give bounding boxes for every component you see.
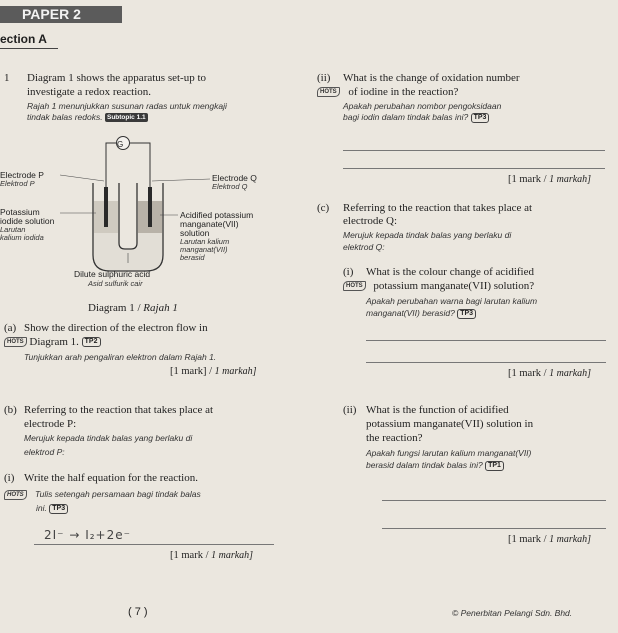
- q1c-ms-2: elektrod Q:: [343, 242, 385, 252]
- q1bii-ms-1: Apakah perubahan nombor pengoksidaan: [343, 101, 502, 111]
- q1bii-mark-ms: 1 markah]: [549, 174, 592, 185]
- q1bi-tp-badge: TP3: [49, 504, 68, 514]
- u-tube-inner: [119, 183, 137, 249]
- q1a-mark: [170, 366, 257, 377]
- acidified-label-3: solution: [180, 228, 210, 238]
- q1bii-tp-badge: TP3: [471, 113, 490, 123]
- q1a-line-2: [4, 336, 101, 349]
- q1bi-ms-line1: [4, 489, 201, 500]
- copyright: © Penerbitan Pelangi Sdn. Bhd.: [452, 608, 573, 618]
- q1ci-hots-badge: HOTS: [343, 281, 366, 291]
- q1bi-text: Write the half equation for the reaction.: [24, 472, 198, 484]
- q1a-ms: Tunjukkan arah pengaliran elektron dalam Rajah 1.: [24, 352, 217, 362]
- q1ci-ms-line2: [366, 308, 476, 319]
- q1bii-line-2: [317, 86, 458, 99]
- page-number-close: ): [143, 606, 148, 618]
- page-number: [128, 606, 148, 618]
- q1c-label: (c): [317, 202, 330, 214]
- q1-stem-ms-line1: Rajah 1 menunjukkan susunan radas untuk mengkaji: [27, 101, 227, 111]
- potassium-iodide-label-ms-2: kalium iodida: [0, 233, 44, 242]
- potassium-iodide-label-1: Potassium: [0, 207, 40, 217]
- q1a-text-2: Diagram 1.: [29, 336, 79, 348]
- q1bii-text-2: of iodine in the reaction?: [348, 86, 459, 98]
- page-number-value: 7: [134, 606, 141, 618]
- q1cii-answer-line-1[interactable]: [382, 500, 606, 501]
- q1bii-hots-badge: HOTS: [317, 87, 340, 97]
- q1ci-answer-line-1[interactable]: [366, 340, 606, 341]
- acidified-label-2: manganate(VII): [180, 219, 239, 229]
- q1ci-answer-line-2[interactable]: [366, 362, 606, 363]
- q1bi-mark-ms: 1 markah]: [211, 550, 254, 561]
- dilute-acid-label-ms: Asid sulfurik cair: [88, 279, 143, 288]
- q1cii-text-3: the reaction?: [366, 432, 423, 444]
- q1ci-text-1: What is the colour change of acidified: [366, 266, 534, 278]
- subtopic-badge: Subtopic 1.1: [106, 114, 146, 122]
- q1a-mark-en: [1 mark] /: [170, 366, 215, 377]
- q1cii-ms-2: berasid dalam tindak balas ini?: [366, 460, 483, 470]
- q1-stem-ms-line2: [27, 112, 148, 123]
- electrode-q-label-ms: Elektrod Q: [212, 182, 248, 191]
- q1bi-label: (i): [4, 472, 15, 484]
- q1c-text-1: Referring to the reaction that takes place at: [343, 202, 533, 214]
- q1b-text-1: Referring to the reaction that takes place at: [24, 404, 214, 416]
- q1a-text-1: Show the direction of the electron flow in: [24, 322, 208, 334]
- diagram-caption: [88, 302, 178, 315]
- apparatus-diagram: [0, 135, 300, 285]
- q1a-hots-badge: HOTS: [4, 337, 27, 347]
- q1a-tp-badge: TP2: [82, 337, 101, 347]
- electrode-p-label-ms: Elektrod P: [0, 179, 35, 188]
- q1c-text-2: electrode Q:: [343, 215, 398, 227]
- q1cii-mark-ms: 1 markah]: [549, 534, 592, 545]
- diagram-caption-en: Diagram 1 /: [88, 302, 144, 314]
- galvanometer-label: G: [117, 140, 124, 149]
- acidified-label-ms-1: Larutan kalium: [180, 237, 230, 246]
- diagram-caption-ms: Rajah 1: [143, 302, 178, 314]
- electrode-p-rod: [104, 187, 108, 227]
- q1bii-answer-line-2[interactable]: [343, 168, 605, 169]
- q1ci-label: (i): [343, 266, 354, 278]
- q1-number: 1: [4, 72, 10, 84]
- q1bi-hots-badge: HOTS: [4, 490, 27, 500]
- wire-right: [130, 143, 150, 187]
- q1b-ms-1: Merujuk kepada tindak balas yang berlaku di: [24, 433, 193, 443]
- paper-banner: PAPER 2: [0, 6, 122, 23]
- q1ci-ms-1: Apakah perubahan warna bagi larutan kalium: [366, 296, 538, 306]
- q1bii-mark: [508, 174, 591, 185]
- q1ci-mark-ms: 1 markah]: [549, 368, 592, 379]
- section-divider: [0, 48, 58, 49]
- section-title: ection A: [0, 32, 47, 46]
- q1b-ms-2: elektrod P:: [24, 447, 65, 457]
- electrode-q-rod: [148, 187, 152, 227]
- q1ci-line-2: [343, 280, 534, 293]
- q1cii-text-2: potassium manganate(VII) solution in: [366, 418, 534, 430]
- electrode-q-label: Electrode Q: [212, 173, 257, 183]
- acidified-label-ms-2: manganat(VII): [180, 245, 228, 254]
- q1bi-ms-2: ini.: [36, 503, 47, 513]
- q1bii-ms-line2: [343, 112, 489, 123]
- q1ci-ms-2: manganat(VII) berasid?: [366, 308, 455, 318]
- q1bii-answer-line-1[interactable]: [343, 150, 605, 151]
- q1bi-answer[interactable]: 2I⁻ → I₂+2e⁻: [44, 528, 131, 542]
- q1ci-mark: [508, 368, 591, 379]
- q1bi-answer-line: [34, 544, 274, 545]
- q1cii-text-1: What is the function of acidified: [366, 404, 509, 416]
- q1bi-mark-en: [1 mark /: [170, 550, 212, 561]
- q1cii-answer-line-2[interactable]: [382, 528, 606, 529]
- q1cii-ms-1: Apakah fungsi larutan kalium manganat(VII): [366, 448, 532, 458]
- q1cii-label: (ii): [343, 404, 357, 416]
- q1cii-tp-badge: TP1: [485, 461, 504, 471]
- dilute-acid-label: Dilute sulphuric acid: [74, 269, 151, 279]
- acidified-label-ms-3: berasid: [180, 253, 205, 262]
- q1-stem-ms-text: tindak balas redoks.: [27, 112, 103, 122]
- q1a-label: (a): [4, 322, 17, 334]
- q1bi-ms-1: Tulis setengah persamaan bagi tindak balas: [35, 489, 201, 499]
- dilute-acid-fill: [94, 233, 162, 270]
- wire-left: [106, 143, 116, 187]
- q1ci-tp-badge: TP3: [457, 309, 476, 319]
- q1-stem-line1: Diagram 1 shows the apparatus set-up to: [27, 72, 207, 84]
- q1ci-mark-en: [1 mark /: [508, 368, 550, 379]
- q1a-mark-ms: 1 markah]: [214, 366, 257, 377]
- acidified-label-1: Acidified potassium: [180, 210, 254, 220]
- q1bi-mark: [170, 550, 253, 561]
- q1ci-text-2: potassium manganate(VII) solution?: [373, 280, 535, 292]
- q1-stem-line2: investigate a redox reaction.: [27, 86, 152, 98]
- q1cii-ms-line2: [366, 460, 504, 471]
- potassium-iodide-label-ms-1: Larutan: [0, 225, 26, 234]
- q1cii-mark-en: [1 mark /: [508, 534, 550, 545]
- q1bii-ms-2: bagi iodin dalam tindak balas ini?: [343, 112, 469, 122]
- potassium-iodide-label-2: iodide solution: [0, 216, 55, 226]
- q1bii-text-1: What is the change of oxidation number: [343, 72, 520, 84]
- q1c-ms-1: Merujuk kepada tindak balas yang berlaku di: [343, 230, 512, 240]
- q1b-label: (b): [4, 404, 17, 416]
- q1bii-label: (ii): [317, 72, 331, 84]
- page-number-open: (: [128, 606, 132, 618]
- q1cii-mark: [508, 534, 591, 545]
- q1bi-ms-line2: [36, 503, 68, 514]
- q1b-text-2: electrode P:: [24, 418, 77, 430]
- electrode-p-label: Electrode P: [0, 170, 44, 180]
- q1bii-mark-en: [1 mark /: [508, 174, 550, 185]
